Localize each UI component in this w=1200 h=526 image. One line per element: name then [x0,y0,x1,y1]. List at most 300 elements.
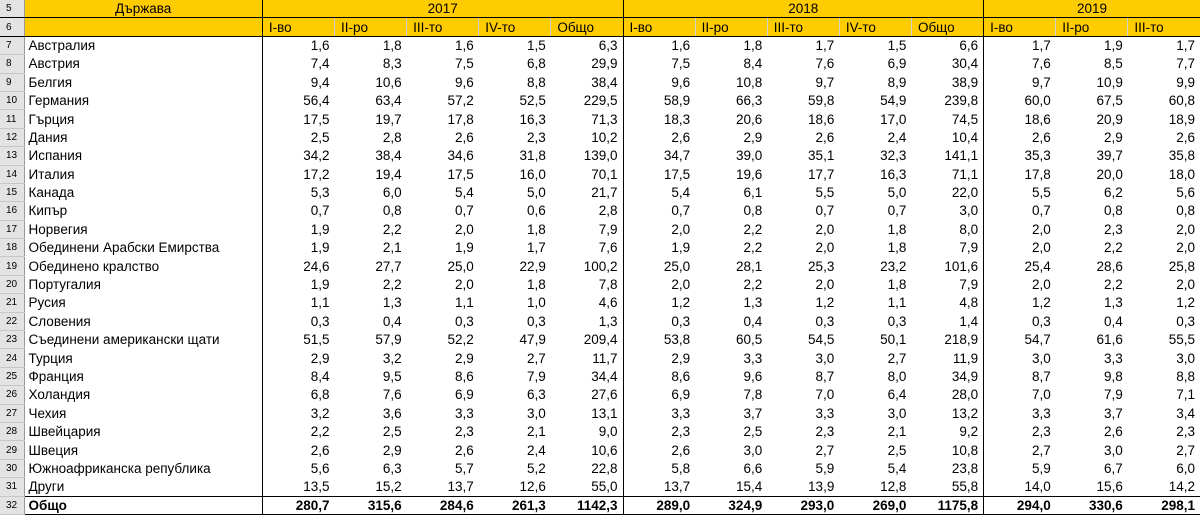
year-total-cell[interactable]: 4,8 [911,294,983,312]
country-cell[interactable]: Русия [24,294,262,312]
value-cell[interactable]: 9,6 [454,74,474,90]
country-cell[interactable]: Швеция [24,441,262,459]
value-cell[interactable]: 15,6 [1096,479,1123,495]
value-cell[interactable]: 8,5 [1104,56,1123,72]
country-cell[interactable]: Испания [24,147,262,165]
year-total-cell[interactable]: 101,6 [911,257,983,275]
value-cell[interactable]: 280,7 [262,496,334,514]
value-cell[interactable]: 2,0 [1176,277,1195,293]
value-cell[interactable]: 5,9 [815,460,835,476]
year-total-cell[interactable]: 55,0 [551,478,623,496]
value-cell[interactable]: 17,0 [880,111,907,127]
value-cell[interactable]: 2,9 [1104,129,1123,145]
value-cell[interactable]: 34,2 [303,148,330,164]
value-cell[interactable]: 7,7 [1176,56,1195,72]
value-cell[interactable]: 8,7 [1031,369,1051,384]
value-cell[interactable]: 2,0 [815,240,835,256]
value-cell[interactable]: 20,6 [735,111,763,127]
value-cell[interactable]: 1,6 [671,38,691,54]
value-cell[interactable]: 2,6 [671,129,691,145]
value-cell[interactable]: 1,8 [743,38,763,54]
row-number[interactable]: 22 [0,312,24,330]
value-cell[interactable]: 5,3 [310,185,330,201]
value-cell[interactable]: 0,7 [1031,203,1051,219]
value-cell[interactable]: 23,2 [880,258,907,274]
year-total-cell[interactable]: 70,1 [551,165,623,183]
value-cell[interactable]: 8,6 [454,369,474,384]
value-cell[interactable]: 7,5 [671,56,691,72]
value-cell[interactable]: 1,2 [815,295,835,311]
value-cell[interactable]: 18,6 [1024,111,1051,127]
row-number[interactable]: 28 [0,422,24,440]
value-cell[interactable]: 39,0 [735,148,763,164]
value-cell[interactable]: 0,3 [310,313,330,329]
total-label-cell[interactable]: Общо [24,496,262,514]
value-cell[interactable]: 2,5 [887,442,907,458]
quarter-header[interactable]: II-ро [335,18,407,36]
value-cell[interactable]: 5,8 [671,460,691,476]
value-cell[interactable]: 2,0 [815,277,835,293]
quarter-header[interactable]: III-то [1128,18,1200,36]
year-total-cell[interactable]: 22,0 [911,183,983,201]
value-cell[interactable]: 5,4 [454,185,474,201]
value-cell[interactable]: 1,7 [1031,38,1051,54]
row-number[interactable]: 29 [0,441,24,459]
value-cell[interactable]: 330,6 [1056,496,1128,514]
year-total-cell[interactable]: 209,4 [551,331,623,349]
value-cell[interactable]: 7,0 [815,387,835,403]
value-cell[interactable]: 3,2 [382,350,402,366]
value-cell[interactable]: 6,7 [1104,460,1123,476]
row-number[interactable]: 20 [0,275,24,293]
year-total-cell[interactable]: 1,4 [911,312,983,330]
empty-header-cell[interactable] [24,18,262,36]
value-cell[interactable]: 0,8 [382,203,402,219]
row-number[interactable]: 14 [0,165,24,183]
country-cell[interactable]: Швейцария [24,422,262,440]
value-cell[interactable]: 7,6 [815,56,835,72]
value-cell[interactable]: 261,3 [479,496,551,514]
value-cell[interactable]: 63,4 [375,93,402,109]
country-cell[interactable]: Съединени американски щати [24,331,262,349]
country-cell[interactable]: Гърция [24,110,262,128]
value-cell[interactable]: 298,1 [1128,496,1200,514]
year-total-cell[interactable]: 9,2 [911,422,983,440]
value-cell[interactable]: 8,4 [310,369,330,384]
value-cell[interactable]: 3,3 [671,405,691,421]
value-cell[interactable]: 3,4 [1176,405,1195,421]
value-cell[interactable]: 22,9 [519,258,546,274]
value-cell[interactable]: 289,0 [623,496,695,514]
year-total-cell[interactable]: 13,2 [911,404,983,422]
quarter-header[interactable]: I-во [623,18,695,36]
value-cell[interactable]: 9,5 [382,369,402,384]
year-total-cell[interactable]: 1,3 [551,312,623,330]
value-cell[interactable]: 7,1 [1176,387,1195,403]
value-cell[interactable]: 1,1 [887,295,907,311]
value-cell[interactable]: 24,6 [303,258,330,274]
value-cell[interactable]: 25,3 [808,258,835,274]
value-cell[interactable]: 8,4 [743,56,763,72]
value-cell[interactable]: 2,5 [382,424,402,440]
value-cell[interactable]: 3,0 [527,405,546,421]
value-cell[interactable]: 0,7 [671,203,691,219]
value-cell[interactable]: 10,8 [735,74,763,90]
value-cell[interactable]: 12,8 [880,479,907,495]
value-cell[interactable]: 2,6 [1176,129,1195,145]
value-cell[interactable]: 1,7 [815,38,835,54]
value-cell[interactable]: 2,0 [1031,221,1051,237]
value-cell[interactable]: 13,7 [663,479,691,495]
value-cell[interactable]: 2,2 [743,221,763,237]
value-cell[interactable]: 3,0 [1031,350,1051,366]
value-cell[interactable]: 31,8 [519,148,546,164]
value-cell[interactable]: 7,5 [454,56,474,72]
row-number[interactable]: 18 [0,239,24,257]
value-cell[interactable]: 39,7 [1096,148,1123,164]
year-total-cell[interactable]: 141,1 [911,147,983,165]
row-number[interactable]: 25 [0,367,24,385]
value-cell[interactable]: 5,5 [1031,185,1051,201]
total-header[interactable]: Общо [551,18,623,36]
country-cell[interactable]: Австрия [24,55,262,73]
year-total-cell[interactable]: 74,5 [911,110,983,128]
value-cell[interactable]: 2,0 [815,221,835,237]
value-cell[interactable]: 2,6 [454,442,474,458]
value-cell[interactable]: 3,0 [1176,350,1195,366]
value-cell[interactable]: 16,3 [519,111,546,127]
value-cell[interactable]: 55,5 [1168,332,1195,348]
value-cell[interactable]: 315,6 [335,496,407,514]
value-cell[interactable]: 6,1 [743,185,763,201]
quarter-header[interactable]: IV-то [839,18,911,36]
year-total-cell[interactable]: 23,8 [911,459,983,477]
value-cell[interactable]: 60,5 [735,332,763,348]
value-cell[interactable]: 1,6 [454,38,474,54]
value-cell[interactable]: 3,0 [1104,442,1123,458]
value-cell[interactable]: 2,3 [1104,221,1123,237]
value-cell[interactable]: 13,5 [303,479,330,495]
value-cell[interactable]: 1,8 [382,38,402,54]
value-cell[interactable]: 2,2 [743,240,763,256]
value-cell[interactable]: 1,8 [527,277,546,293]
value-cell[interactable]: 17,8 [447,111,474,127]
value-cell[interactable]: 54,7 [1024,332,1051,348]
country-cell[interactable]: Кипър [24,202,262,220]
value-cell[interactable]: 7,0 [1031,387,1051,403]
value-cell[interactable]: 1,2 [1176,295,1195,311]
value-cell[interactable]: 6,3 [382,460,402,476]
value-cell[interactable]: 2,6 [671,442,691,458]
row-number[interactable]: 23 [0,331,24,349]
value-cell[interactable]: 1,9 [310,277,330,293]
value-cell[interactable]: 0,7 [815,203,835,219]
year-header-2019[interactable]: 2019 [984,0,1200,18]
year-total-cell[interactable]: 38,4 [551,73,623,91]
country-cell[interactable]: Италия [24,165,262,183]
year-total-cell[interactable]: 34,4 [551,367,623,385]
value-cell[interactable]: 1,3 [382,295,402,311]
value-cell[interactable]: 294,0 [984,496,1056,514]
value-cell[interactable]: 15,2 [375,479,402,495]
quarter-header[interactable]: III-то [407,18,479,36]
value-cell[interactable]: 0,3 [454,313,474,329]
year-total-cell[interactable]: 11,7 [551,349,623,367]
value-cell[interactable]: 2,1 [382,240,402,256]
value-cell[interactable]: 3,3 [815,405,835,421]
year-total-cell[interactable]: 71,3 [551,110,623,128]
value-cell[interactable]: 269,0 [839,496,911,514]
value-cell[interactable]: 2,3 [1031,424,1051,440]
value-cell[interactable]: 19,6 [735,166,763,182]
row-number[interactable]: 19 [0,257,24,275]
value-cell[interactable]: 0,3 [887,313,907,329]
country-cell[interactable]: Чехия [24,404,262,422]
quarter-header[interactable]: I-во [984,18,1056,36]
value-cell[interactable]: 2,4 [527,442,546,458]
value-cell[interactable]: 7,8 [743,387,763,403]
value-cell[interactable]: 8,7 [815,369,835,384]
value-cell[interactable]: 2,3 [527,129,546,145]
value-cell[interactable]: 2,9 [382,442,402,458]
quarter-header[interactable]: I-во [262,18,334,36]
quarter-header[interactable]: II-ро [695,18,767,36]
value-cell[interactable]: 57,2 [447,93,474,109]
value-cell[interactable]: 5,7 [454,460,474,476]
value-cell[interactable]: 35,8 [1168,148,1195,164]
value-cell[interactable]: 35,1 [808,148,835,164]
year-total-cell[interactable]: 29,9 [551,55,623,73]
value-cell[interactable]: 1,9 [1104,38,1123,54]
value-cell[interactable]: 6,8 [527,56,546,72]
quarter-header[interactable]: III-то [767,18,839,36]
year-total-cell[interactable]: 229,5 [551,91,623,109]
row-number[interactable]: 13 [0,147,24,165]
value-cell[interactable]: 2,3 [454,424,474,440]
value-cell[interactable]: 3,3 [743,350,763,366]
value-cell[interactable]: 6,0 [382,185,402,201]
value-cell[interactable]: 5,0 [887,185,907,201]
value-cell[interactable]: 13,7 [447,479,474,495]
year-total-cell[interactable]: 7,9 [551,220,623,238]
row-number[interactable]: 16 [0,202,24,220]
year-total-cell[interactable]: 71,1 [911,165,983,183]
value-cell[interactable]: 293,0 [767,496,839,514]
value-cell[interactable]: 2,8 [382,129,402,145]
value-cell[interactable]: 16,0 [519,166,546,182]
row-number[interactable]: 10 [0,91,24,109]
year-total-cell[interactable]: 10,6 [551,441,623,459]
value-cell[interactable]: 8,9 [887,74,907,90]
value-cell[interactable]: 61,6 [1096,332,1123,348]
value-cell[interactable]: 0,7 [454,203,474,219]
value-cell[interactable]: 0,3 [815,313,835,329]
value-cell[interactable]: 0,8 [1104,203,1123,219]
value-cell[interactable]: 5,4 [887,460,907,476]
value-cell[interactable]: 1,3 [743,295,763,311]
year-total-cell[interactable]: 7,6 [551,239,623,257]
value-cell[interactable]: 1,8 [887,277,907,293]
value-cell[interactable]: 14,0 [1024,479,1051,495]
year-total-cell[interactable]: 11,9 [911,349,983,367]
year-header-2018[interactable]: 2018 [623,0,984,18]
value-cell[interactable]: 2,9 [671,350,691,366]
value-cell[interactable]: 7,6 [382,387,402,403]
value-cell[interactable]: 1,9 [310,221,330,237]
country-cell[interactable]: Южноафриканска република [24,459,262,477]
row-number[interactable]: 30 [0,459,24,477]
value-cell[interactable]: 6,9 [887,56,907,72]
value-cell[interactable]: 2,0 [1031,277,1051,293]
value-cell[interactable]: 0,6 [527,203,546,219]
value-cell[interactable]: 53,8 [663,332,691,348]
value-cell[interactable]: 67,5 [1096,93,1123,109]
value-cell[interactable]: 27,7 [375,258,402,274]
year-total-cell[interactable]: 1175,8 [911,496,983,514]
year-total-cell[interactable]: 55,8 [911,478,983,496]
value-cell[interactable]: 14,2 [1168,479,1195,495]
value-cell[interactable]: 60,0 [1024,93,1051,109]
year-total-cell[interactable]: 3,0 [911,202,983,220]
value-cell[interactable]: 2,0 [1031,240,1051,256]
value-cell[interactable]: 1,2 [671,295,691,311]
value-cell[interactable]: 1,2 [1031,295,1051,311]
value-cell[interactable]: 17,5 [663,166,691,182]
value-cell[interactable]: 0,3 [1176,313,1195,329]
value-cell[interactable]: 2,4 [887,129,907,145]
year-total-cell[interactable]: 6,3 [551,36,623,54]
quarter-header[interactable]: IV-то [479,18,551,36]
value-cell[interactable]: 6,0 [1176,460,1195,476]
year-total-cell[interactable]: 21,7 [551,183,623,201]
value-cell[interactable]: 2,2 [1104,240,1123,256]
value-cell[interactable]: 3,0 [815,350,835,366]
value-cell[interactable]: 2,1 [527,424,546,440]
value-cell[interactable]: 9,9 [1176,74,1195,90]
value-cell[interactable]: 2,0 [671,221,691,237]
value-cell[interactable]: 2,5 [743,424,763,440]
year-total-cell[interactable]: 6,6 [911,36,983,54]
value-cell[interactable]: 2,5 [310,129,330,145]
year-total-cell[interactable]: 239,8 [911,91,983,109]
value-cell[interactable]: 0,4 [743,313,763,329]
value-cell[interactable]: 1,8 [527,221,546,237]
value-cell[interactable]: 9,7 [815,74,835,90]
value-cell[interactable]: 2,0 [671,277,691,293]
country-cell[interactable]: Холандия [24,386,262,404]
value-cell[interactable]: 34,6 [447,148,474,164]
value-cell[interactable]: 2,2 [310,424,330,440]
value-cell[interactable]: 7,9 [527,369,546,384]
value-cell[interactable]: 20,9 [1096,111,1123,127]
value-cell[interactable]: 3,0 [743,442,763,458]
value-cell[interactable]: 25,8 [1168,258,1195,274]
value-cell[interactable]: 1,8 [887,221,907,237]
value-cell[interactable]: 1,1 [454,295,474,311]
value-cell[interactable]: 5,5 [815,185,835,201]
value-cell[interactable]: 7,9 [1104,387,1123,403]
row-number[interactable]: 11 [0,110,24,128]
value-cell[interactable]: 7,4 [310,56,330,72]
country-cell[interactable]: Обединено кралство [24,257,262,275]
value-cell[interactable]: 60,8 [1168,93,1195,109]
value-cell[interactable]: 2,3 [671,424,691,440]
value-cell[interactable]: 2,0 [454,221,474,237]
row-number[interactable]: 31 [0,478,24,496]
year-total-cell[interactable]: 7,9 [911,239,983,257]
value-cell[interactable]: 57,9 [375,332,402,348]
value-cell[interactable]: 16,3 [880,166,907,182]
value-cell[interactable]: 5,0 [527,185,546,201]
value-cell[interactable]: 20,0 [1096,166,1123,182]
year-total-cell[interactable]: 10,2 [551,128,623,146]
value-cell[interactable]: 1,9 [671,240,691,256]
value-cell[interactable]: 18,9 [1168,111,1195,127]
country-cell[interactable]: Германия [24,91,262,109]
value-cell[interactable]: 2,2 [743,277,763,293]
value-cell[interactable]: 54,5 [808,332,835,348]
value-cell[interactable]: 2,2 [1104,277,1123,293]
value-cell[interactable]: 2,2 [382,277,402,293]
value-cell[interactable]: 10,6 [375,74,402,90]
value-cell[interactable]: 6,9 [454,387,474,403]
value-cell[interactable]: 56,4 [303,93,330,109]
value-cell[interactable]: 0,3 [671,313,691,329]
quarter-header[interactable]: II-ро [1056,18,1128,36]
row-number[interactable]: 8 [0,55,24,73]
value-cell[interactable]: 2,6 [1031,129,1051,145]
value-cell[interactable]: 47,9 [519,332,546,348]
row-number[interactable]: 15 [0,183,24,201]
value-cell[interactable]: 0,8 [743,203,763,219]
value-cell[interactable]: 324,9 [695,496,767,514]
row-number[interactable]: 32 [0,496,24,514]
value-cell[interactable]: 6,8 [310,387,330,403]
value-cell[interactable]: 3,2 [310,405,330,421]
year-header-2017[interactable]: 2017 [262,0,623,18]
value-cell[interactable]: 9,7 [1031,74,1051,90]
value-cell[interactable]: 9,6 [671,74,691,90]
year-total-cell[interactable]: 22,8 [551,459,623,477]
year-total-cell[interactable]: 1142,3 [551,496,623,514]
row-number[interactable]: 26 [0,386,24,404]
value-cell[interactable]: 0,3 [527,313,546,329]
value-cell[interactable]: 5,6 [1176,185,1195,201]
value-cell[interactable]: 8,3 [382,56,402,72]
year-total-cell[interactable]: 100,2 [551,257,623,275]
country-cell[interactable]: Словения [24,312,262,330]
value-cell[interactable]: 10,9 [1096,74,1123,90]
value-cell[interactable]: 18,0 [1168,166,1195,182]
year-total-cell[interactable]: 9,0 [551,422,623,440]
value-cell[interactable]: 12,6 [519,479,546,495]
value-cell[interactable]: 0,7 [310,203,330,219]
value-cell[interactable]: 6,4 [887,387,907,403]
value-cell[interactable]: 0,4 [1104,313,1123,329]
value-cell[interactable]: 1,6 [310,38,330,54]
value-cell[interactable]: 17,8 [1024,166,1051,182]
value-cell[interactable]: 6,3 [527,387,546,403]
value-cell[interactable]: 58,9 [663,93,691,109]
value-cell[interactable]: 1,7 [1176,38,1195,54]
year-total-cell[interactable]: 2,8 [551,202,623,220]
value-cell[interactable]: 13,9 [808,479,835,495]
row-number[interactable]: 24 [0,349,24,367]
value-cell[interactable]: 9,8 [1104,369,1123,384]
year-total-cell[interactable]: 34,9 [911,367,983,385]
value-cell[interactable]: 2,1 [887,424,907,440]
value-cell[interactable]: 2,9 [454,350,474,366]
